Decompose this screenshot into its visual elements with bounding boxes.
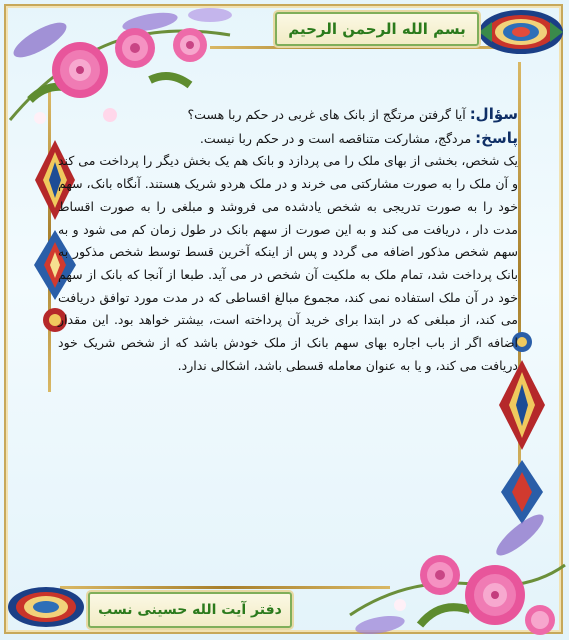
top-gold-rail xyxy=(210,46,520,49)
question-label: سؤال: xyxy=(469,105,518,123)
corner-tile-ornament-icon xyxy=(478,8,564,56)
answer-intro: مردگج، مشارکت متناقصه است و در حکم ربا نیست. xyxy=(199,130,476,146)
bottom-right-roses-icon xyxy=(340,505,569,640)
answer-paragraph xyxy=(58,127,518,151)
question-text: آیا گرفتن مرتگج از بانک های غربی در حکم ربا هست؟ xyxy=(187,107,470,122)
header-title-box xyxy=(275,12,479,46)
answer-label: پاسخ: xyxy=(475,128,518,147)
bottom-left-tile-ornament-icon xyxy=(6,585,86,630)
footer-signature-box xyxy=(88,592,292,628)
answer-body: یک شخص، بخشی از بهای ملک را می پردازد و بانک هم یک بخش دیگر را پرداخت می کند و آن ملک را به صورت مشارکتی می خرند و در ملک هردو شریک هستند. آنگاه بانک، سهم خود را به صورت تدریجی به شخص یادشده می فروشد و مبلغی را به صورت اقساط مدت دار ، دریافت می کند و به این صورت از سهم بانک در طول زمان کم می شود و به سهم شخص مذکور اضافه می گردد و پس از اینکه آخرین قسط توسط شخص مذکور به بانک پرداخت شد، تمام ملک به ملکیت آن شخص در می آید. طبعا از آنجا که بانک از سهم خود در آن ملک استفاده نمی کند، مجموع مبالغ اقساطی که در مدت مورد توافق دریافت می کند، از مبلغی که در ابتدا برای خرید آن پرداخته است، بیشتر خواهد بود. این مقدار اضافه اگر از باب اجاره بهای سهم بانک از ملک خودش باشد که از شخص شریک خود دریافت می کند، و یا به عنوان معامله قسطی باشد، اشکالی ندارد. xyxy=(58,153,518,373)
qa-content xyxy=(58,103,518,377)
question-paragraph xyxy=(58,103,518,127)
footer-signature: دفتر آیت الله حسینی نسب xyxy=(98,602,282,618)
page-title: بسم الله الرحمن الرحيم xyxy=(288,20,466,38)
